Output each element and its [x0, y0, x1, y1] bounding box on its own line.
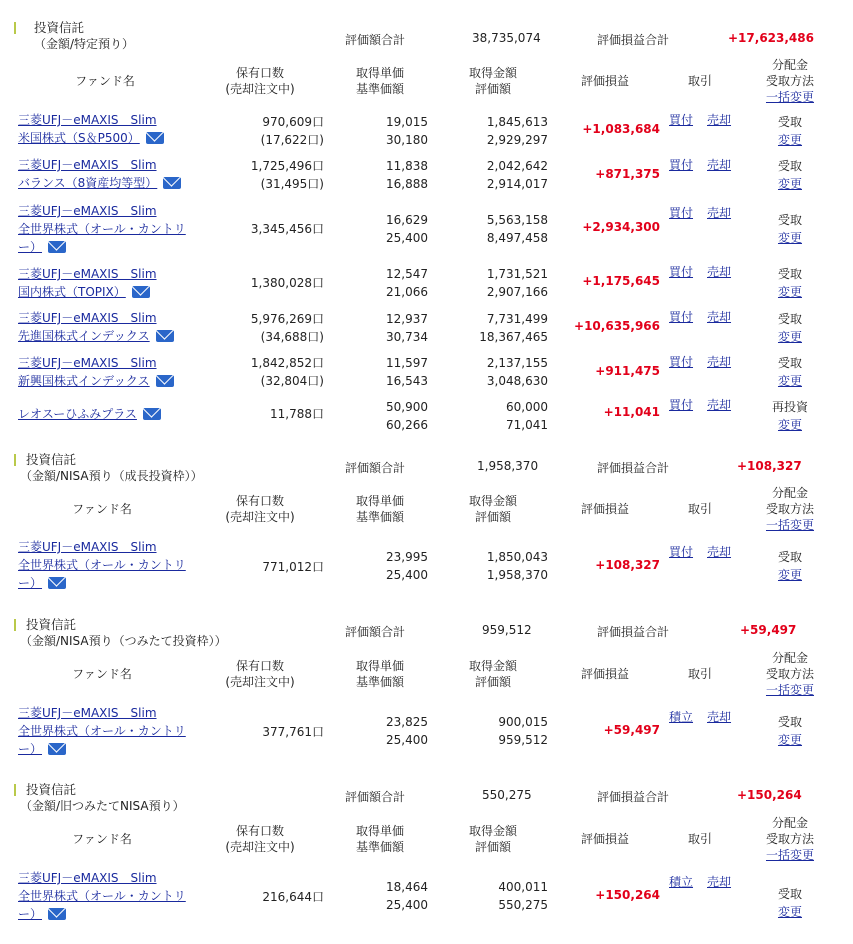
amount-value: 1,845,613 2,929,297: [486, 115, 548, 147]
section-old-tsumitate-nisa: [0, 780, 853, 940]
amount-value: 5,563,158 8,497,458: [486, 213, 548, 245]
sell-link[interactable]: 売却: [707, 113, 732, 127]
amount-value: 400,011 550,275: [498, 880, 548, 912]
sell-link[interactable]: 売却: [707, 310, 732, 324]
dist-method: 受取 変更: [777, 550, 802, 582]
section-subtitle: （金額/NISA預り（つみたて投資枠））: [20, 634, 227, 648]
buy-link[interactable]: 買付: [669, 206, 694, 220]
amount-value: 2,042,642 2,914,017: [486, 159, 548, 191]
cost-nav: 23,825 25,400: [386, 715, 428, 747]
units: 3,345,456口: [250, 222, 324, 236]
dist-method: 再投資 変更: [771, 400, 808, 432]
col-fund-header: ファンド名: [75, 74, 135, 88]
gain: +108,327: [595, 558, 660, 572]
section-nisa-growth: [0, 450, 853, 600]
cost-nav: 50,900 60,266: [386, 400, 428, 432]
section-title: 投資信託: [34, 20, 85, 35]
col-dist-header: 分配金 受取方法 一括変更: [765, 651, 814, 697]
mail-icon[interactable]: [48, 241, 66, 253]
fund-name-link[interactable]: 三菱UFJ－eMAXIS Slim 米国株式（S＆P500）: [18, 111, 164, 147]
cost-nav: 19,015 30,180: [386, 115, 428, 147]
units: 771,012口: [262, 560, 324, 574]
col-trade-header: 取引: [687, 502, 712, 516]
sell-link[interactable]: 売却: [707, 875, 732, 889]
eval-total-value: 1,958,370: [477, 459, 539, 473]
tsumitate-link[interactable]: 積立: [669, 875, 694, 889]
units: 377,761口: [262, 725, 324, 739]
col-price-header: 取得単価 基準価額: [355, 824, 404, 854]
mail-icon[interactable]: [156, 330, 174, 342]
section-subtitle: （金額/特定預り）: [34, 37, 135, 51]
gain: +59,497: [603, 723, 660, 737]
col-units-header: 保有口数 (売却注文中): [225, 66, 295, 96]
mail-icon[interactable]: [163, 177, 181, 189]
bulk-change-link[interactable]: 一括変更: [765, 518, 814, 532]
col-amount-header: 取得金額 評価額: [468, 66, 517, 96]
dist-method: 受取 変更: [777, 887, 802, 919]
sell-link[interactable]: 売却: [707, 398, 732, 412]
col-trade-header: 取引: [687, 667, 712, 681]
section-marker: [14, 22, 16, 34]
change-link[interactable]: 変更: [777, 905, 802, 919]
buy-link[interactable]: 買付: [669, 398, 694, 412]
col-units-header: 保有口数 (売却注文中): [225, 824, 295, 854]
gain: +911,475: [595, 364, 660, 378]
gain-total-label: 評価損益合計: [597, 33, 670, 47]
units: 970,609口 (17,622口): [260, 115, 324, 147]
sell-link[interactable]: 売却: [707, 355, 732, 369]
mail-icon[interactable]: [48, 743, 66, 755]
units: 1,380,028口: [250, 276, 324, 290]
col-gain-header: 評価損益: [580, 832, 629, 846]
col-price-header: 取得単価 基準価額: [355, 66, 404, 96]
units: 11,788口: [270, 407, 324, 421]
change-link[interactable]: 変更: [777, 733, 802, 747]
eval-total-label: 評価額合計: [345, 790, 406, 804]
dist-method: 受取 変更: [777, 356, 802, 388]
col-units-header: 保有口数 (売却注文中): [225, 659, 295, 689]
col-fund-header: ファンド名: [72, 832, 132, 846]
col-units-header: 保有口数 (売却注文中): [225, 494, 295, 524]
gain: +150,264: [595, 888, 660, 902]
dist-method: 受取 変更: [777, 312, 802, 344]
sell-link[interactable]: 売却: [707, 158, 732, 172]
section-subtitle: （金額/NISA預り（成長投資枠））: [20, 469, 203, 483]
buy-link[interactable]: 買付: [669, 310, 694, 324]
fund-name-link[interactable]: 三菱UFJ－eMAXIS Slim 先進国株式インデックス: [18, 309, 174, 345]
section-nisa-tsumitate: [0, 615, 853, 765]
eval-total-label: 評価額合計: [345, 33, 406, 47]
mail-icon[interactable]: [146, 132, 164, 144]
dist-method: 受取 変更: [777, 213, 802, 245]
col-trade-header: 取引: [687, 74, 712, 88]
gain: +10,635,966: [574, 319, 660, 333]
gain: +2,934,300: [582, 220, 660, 234]
bulk-change-link[interactable]: 一括変更: [765, 90, 814, 104]
eval-total-label: 評価額合計: [345, 625, 406, 639]
col-amount-header: 取得金額 評価額: [468, 494, 517, 524]
buy-link[interactable]: 買付: [669, 545, 694, 559]
tsumitate-link[interactable]: 積立: [669, 710, 694, 724]
units: 1,842,852口 (32,804口): [250, 356, 324, 388]
change-link[interactable]: 変更: [777, 418, 802, 432]
amount-value: 1,850,043 1,958,370: [486, 550, 548, 582]
buy-link[interactable]: 買付: [669, 113, 694, 127]
col-amount-header: 取得金額 評価額: [468, 659, 517, 689]
cost-nav: 18,464 25,400: [386, 880, 428, 912]
amount-value: 60,000 71,041: [506, 400, 548, 432]
fund-name-link[interactable]: 三菱UFJ－eMAXIS Slim 新興国株式インデックス: [18, 354, 174, 390]
col-gain-header: 評価損益: [580, 502, 629, 516]
col-price-header: 取得単価 基準価額: [355, 494, 404, 524]
dist-method: 受取 変更: [777, 159, 802, 191]
cost-nav: 16,629 25,400: [386, 213, 428, 245]
fund-name-link[interactable]: 三菱UFJ－eMAXIS Slim 全世界株式（オール・カントリ ー）: [18, 204, 186, 254]
col-gain-header: 評価損益: [580, 74, 629, 88]
change-link[interactable]: 変更: [777, 285, 802, 299]
mail-icon[interactable]: [156, 375, 174, 387]
mail-icon[interactable]: [48, 577, 66, 589]
bulk-change-link[interactable]: 一括変更: [765, 683, 814, 697]
change-link[interactable]: 変更: [777, 133, 802, 147]
dist-method: 受取 変更: [777, 715, 802, 747]
gain-total-value: +150,264: [737, 788, 802, 802]
section-title: 投資信託: [26, 452, 77, 467]
amount-value: 2,137,155 3,048,630: [486, 356, 548, 388]
section-title: 投資信託: [26, 782, 77, 797]
sell-link[interactable]: 売却: [707, 206, 732, 220]
buy-link[interactable]: 買付: [669, 158, 694, 172]
col-amount-header: 取得金額 評価額: [468, 824, 517, 854]
section-title: 投資信託: [26, 617, 77, 632]
eval-total-label: 評価額合計: [345, 461, 406, 475]
col-fund-header: ファンド名: [72, 667, 132, 681]
amount-value: 7,731,499 18,367,465: [479, 312, 548, 344]
gain-total-value: +59,497: [740, 623, 797, 637]
change-link[interactable]: 変更: [777, 568, 802, 582]
change-link[interactable]: 変更: [777, 231, 802, 245]
amount-value: 900,015 959,512: [498, 715, 548, 747]
dist-method: 受取 変更: [777, 115, 802, 147]
cost-nav: 11,597 16,543: [386, 356, 428, 388]
change-link[interactable]: 変更: [777, 330, 802, 344]
gain-total-value: +17,623,486: [728, 31, 814, 45]
fund-name-link[interactable]: 三菱UFJ－eMAXIS Slim 全世界株式（オール・カントリ ー）: [18, 871, 186, 921]
bulk-change-link[interactable]: 一括変更: [765, 848, 814, 862]
section-marker: [14, 619, 16, 631]
gain-total-value: +108,327: [737, 459, 802, 473]
cost-nav: 23,995 25,400: [386, 550, 428, 582]
mail-icon[interactable]: [132, 286, 150, 298]
fund-name-link[interactable]: 三菱UFJ－eMAXIS Slim 全世界株式（オール・カントリ ー）: [18, 706, 186, 756]
section-marker: [14, 784, 16, 796]
eval-total-value: 550,275: [482, 788, 532, 802]
fund-name-link[interactable]: 三菱UFJ－eMAXIS Slim バランス（8資産均等型）: [18, 156, 181, 192]
sell-link[interactable]: 売却: [707, 545, 732, 559]
units: 216,644口: [262, 890, 324, 904]
gain: +871,375: [595, 167, 660, 181]
section-tokutei: [0, 18, 853, 433]
sell-link[interactable]: 売却: [707, 710, 732, 724]
col-trade-header: 取引: [687, 832, 712, 846]
gain-total-label: 評価損益合計: [597, 461, 670, 475]
cost-nav: 11,838 16,888: [386, 159, 428, 191]
gain: +1,083,684: [582, 122, 660, 136]
cost-nav: 12,547 21,066: [386, 267, 428, 299]
units: 5,976,269口 (34,688口): [250, 312, 324, 344]
gain-total-label: 評価損益合計: [597, 790, 670, 804]
buy-link[interactable]: 買付: [669, 355, 694, 369]
buy-link[interactable]: 買付: [669, 265, 694, 279]
units: 1,725,496口 (31,495口): [250, 159, 324, 191]
gain: +11,041: [603, 405, 660, 419]
mail-icon[interactable]: [143, 408, 161, 420]
fund-name-link[interactable]: レオスーひふみプラス: [18, 405, 161, 423]
change-link[interactable]: 変更: [777, 177, 802, 191]
eval-total-value: 959,512: [482, 623, 532, 637]
section-marker: [14, 454, 16, 466]
sell-link[interactable]: 売却: [707, 265, 732, 279]
col-fund-header: ファンド名: [72, 502, 132, 516]
amount-value: 1,731,521 2,907,166: [486, 267, 548, 299]
gain: +1,175,645: [582, 274, 660, 288]
gain-total-label: 評価損益合計: [597, 625, 670, 639]
mail-icon[interactable]: [48, 908, 66, 920]
col-gain-header: 評価損益: [580, 667, 629, 681]
dist-method: 受取 変更: [777, 267, 802, 299]
col-price-header: 取得単価 基準価額: [355, 659, 404, 689]
fund-name-link[interactable]: 三菱UFJ－eMAXIS Slim 国内株式（TOPIX）: [18, 267, 157, 299]
cost-nav: 12,937 30,734: [386, 312, 428, 344]
col-dist-header: 分配金 受取方法 一括変更: [765, 486, 814, 532]
eval-total-value: 38,735,074: [472, 31, 541, 45]
fund-name-link[interactable]: 三菱UFJ－eMAXIS Slim 全世界株式（オール・カントリ ー）: [18, 540, 186, 590]
section-subtitle: （金額/旧つみたてNISA預り）: [20, 799, 185, 813]
change-link[interactable]: 変更: [777, 374, 802, 388]
col-dist-header: 分配金 受取方法 一括変更: [765, 816, 814, 862]
col-dist-header: 分配金 受取方法 一括変更: [765, 58, 814, 104]
